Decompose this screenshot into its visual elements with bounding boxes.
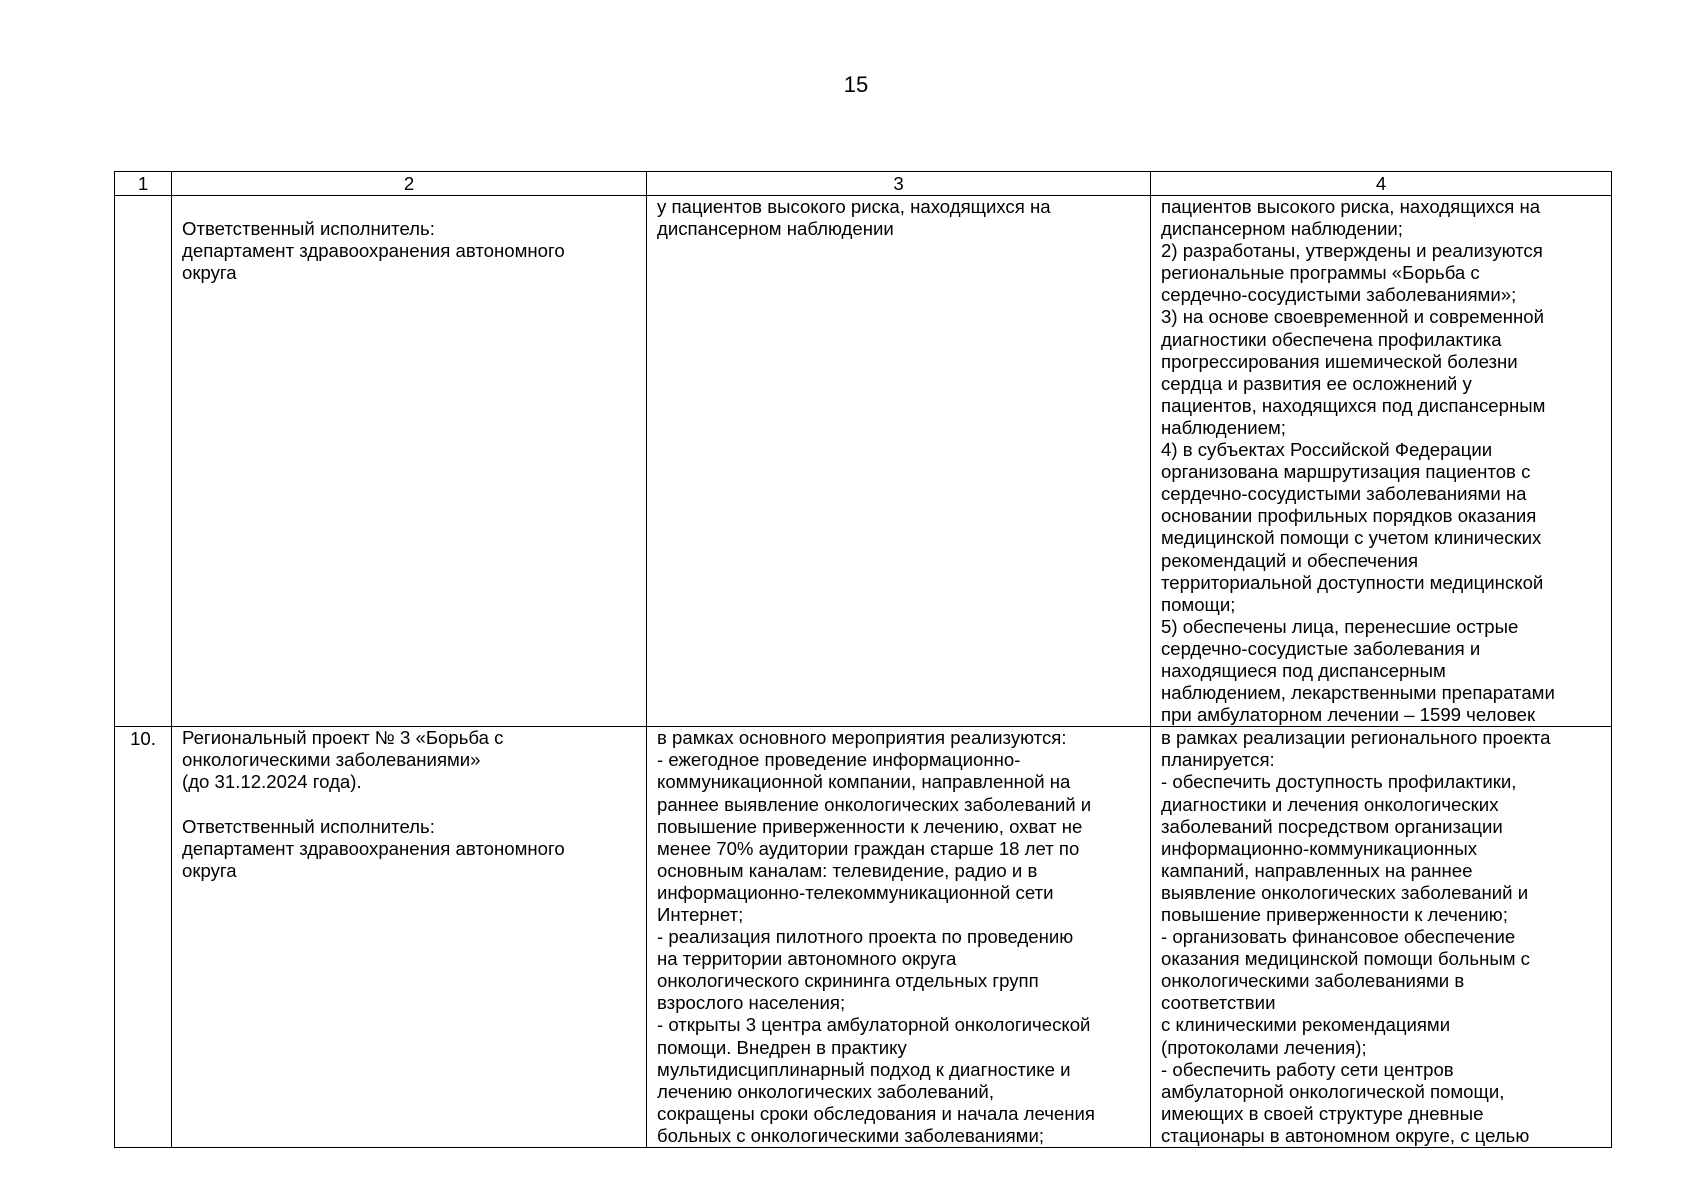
table-row [115,196,1612,727]
row-number-cell [115,727,172,1148]
results-cell: пациентов высокого риска, находящихся на диспансерном наблюдении; 2) разработаны, утверждены и реализуются региональные программы «Борьба с сердечно-сосудистыми заболеваниями»; 3) на основе своевременной и современной диагностики обеспечена профилактика прогрессирования ишемической болезни сердца и развития ее осложнений у пациентов, находящихся под диспансерным наблюдением; 4) в субъектах Российской Федерации организована маршрутизация пациентов с сердечно-сосудистыми заболеваниями на основании профильных порядков оказания медицинской помощи с учетом клинических рекомендаций и обеспечения территориальной доступности медицинской помощи; 5) обеспечены лица, перенесшие острые сердечно-сосудистые заболевания и находящиеся под диспансерным наблюдением, лекарственными препаратами при амбулаторном лечении – 1599 человек [1151,196,1612,727]
table-header-row [115,172,1612,196]
document-table [114,171,1612,1148]
project-cell: Региональный проект № 3 «Борьба с онкологическими заболеваниями» (до 31.12.2024 года). Ответственный исполнитель: департамент здравоохранения автономного округа [172,727,647,1148]
header-cell-4: 4 [1151,172,1612,196]
page-number: 15 [843,72,869,97]
row-number: 10. [130,728,156,750]
header-cell-3: 3 [647,172,1151,196]
project-cell: Ответственный исполнитель: департамент здравоохранения автономного округа [172,196,647,727]
row-number-cell [115,196,172,727]
activities-cell: в рамках основного мероприятия реализуются: - ежегодное проведение информационно- коммуникационной компании, направленной на раннее выявление онкологических заболеваний и повышение приверженности к лечению, охват не менее 70% аудитории граждан старше 18 лет по основным каналам: телевидение, радио и в информационно-телекоммуникационной сети Интернет; - реализация пилотного проекта по проведению на территории автономного округа онкологического скрининга отдельных групп взрослого населения; - открыты 3 центра амбулаторной онкологической помощи. Внедрен в практику мультидисциплинарный подход к диагностике и лечению онкологических заболеваний, сокращены сроки обследования и начала лечения больных с онкологическими заболеваниями; [647,727,1151,1148]
table-row [115,727,1612,1148]
results-cell: в рамках реализации регионального проекта планируется: - обеспечить доступность профилактики, диагностики и лечения онкологических заболеваний посредством организации информационно-коммуникационных кампаний, направленных на раннее выявление онкологических заболеваний и повышение приверженности к лечению; - организовать финансовое обеспечение оказания медицинской помощи больным с онкологическими заболеваниями в соответствии с клиническими рекомендациями (протоколами лечения); - обеспечить работу сети центров амбулаторной онкологической помощи, имеющих в своей структуре дневные стационары в автономном округе, с целью [1151,727,1612,1148]
header-cell-2: 2 [172,172,647,196]
header-cell-1: 1 [115,172,172,196]
activities-cell: у пациентов высокого риска, находящихся на диспансерном наблюдении [647,196,1151,727]
